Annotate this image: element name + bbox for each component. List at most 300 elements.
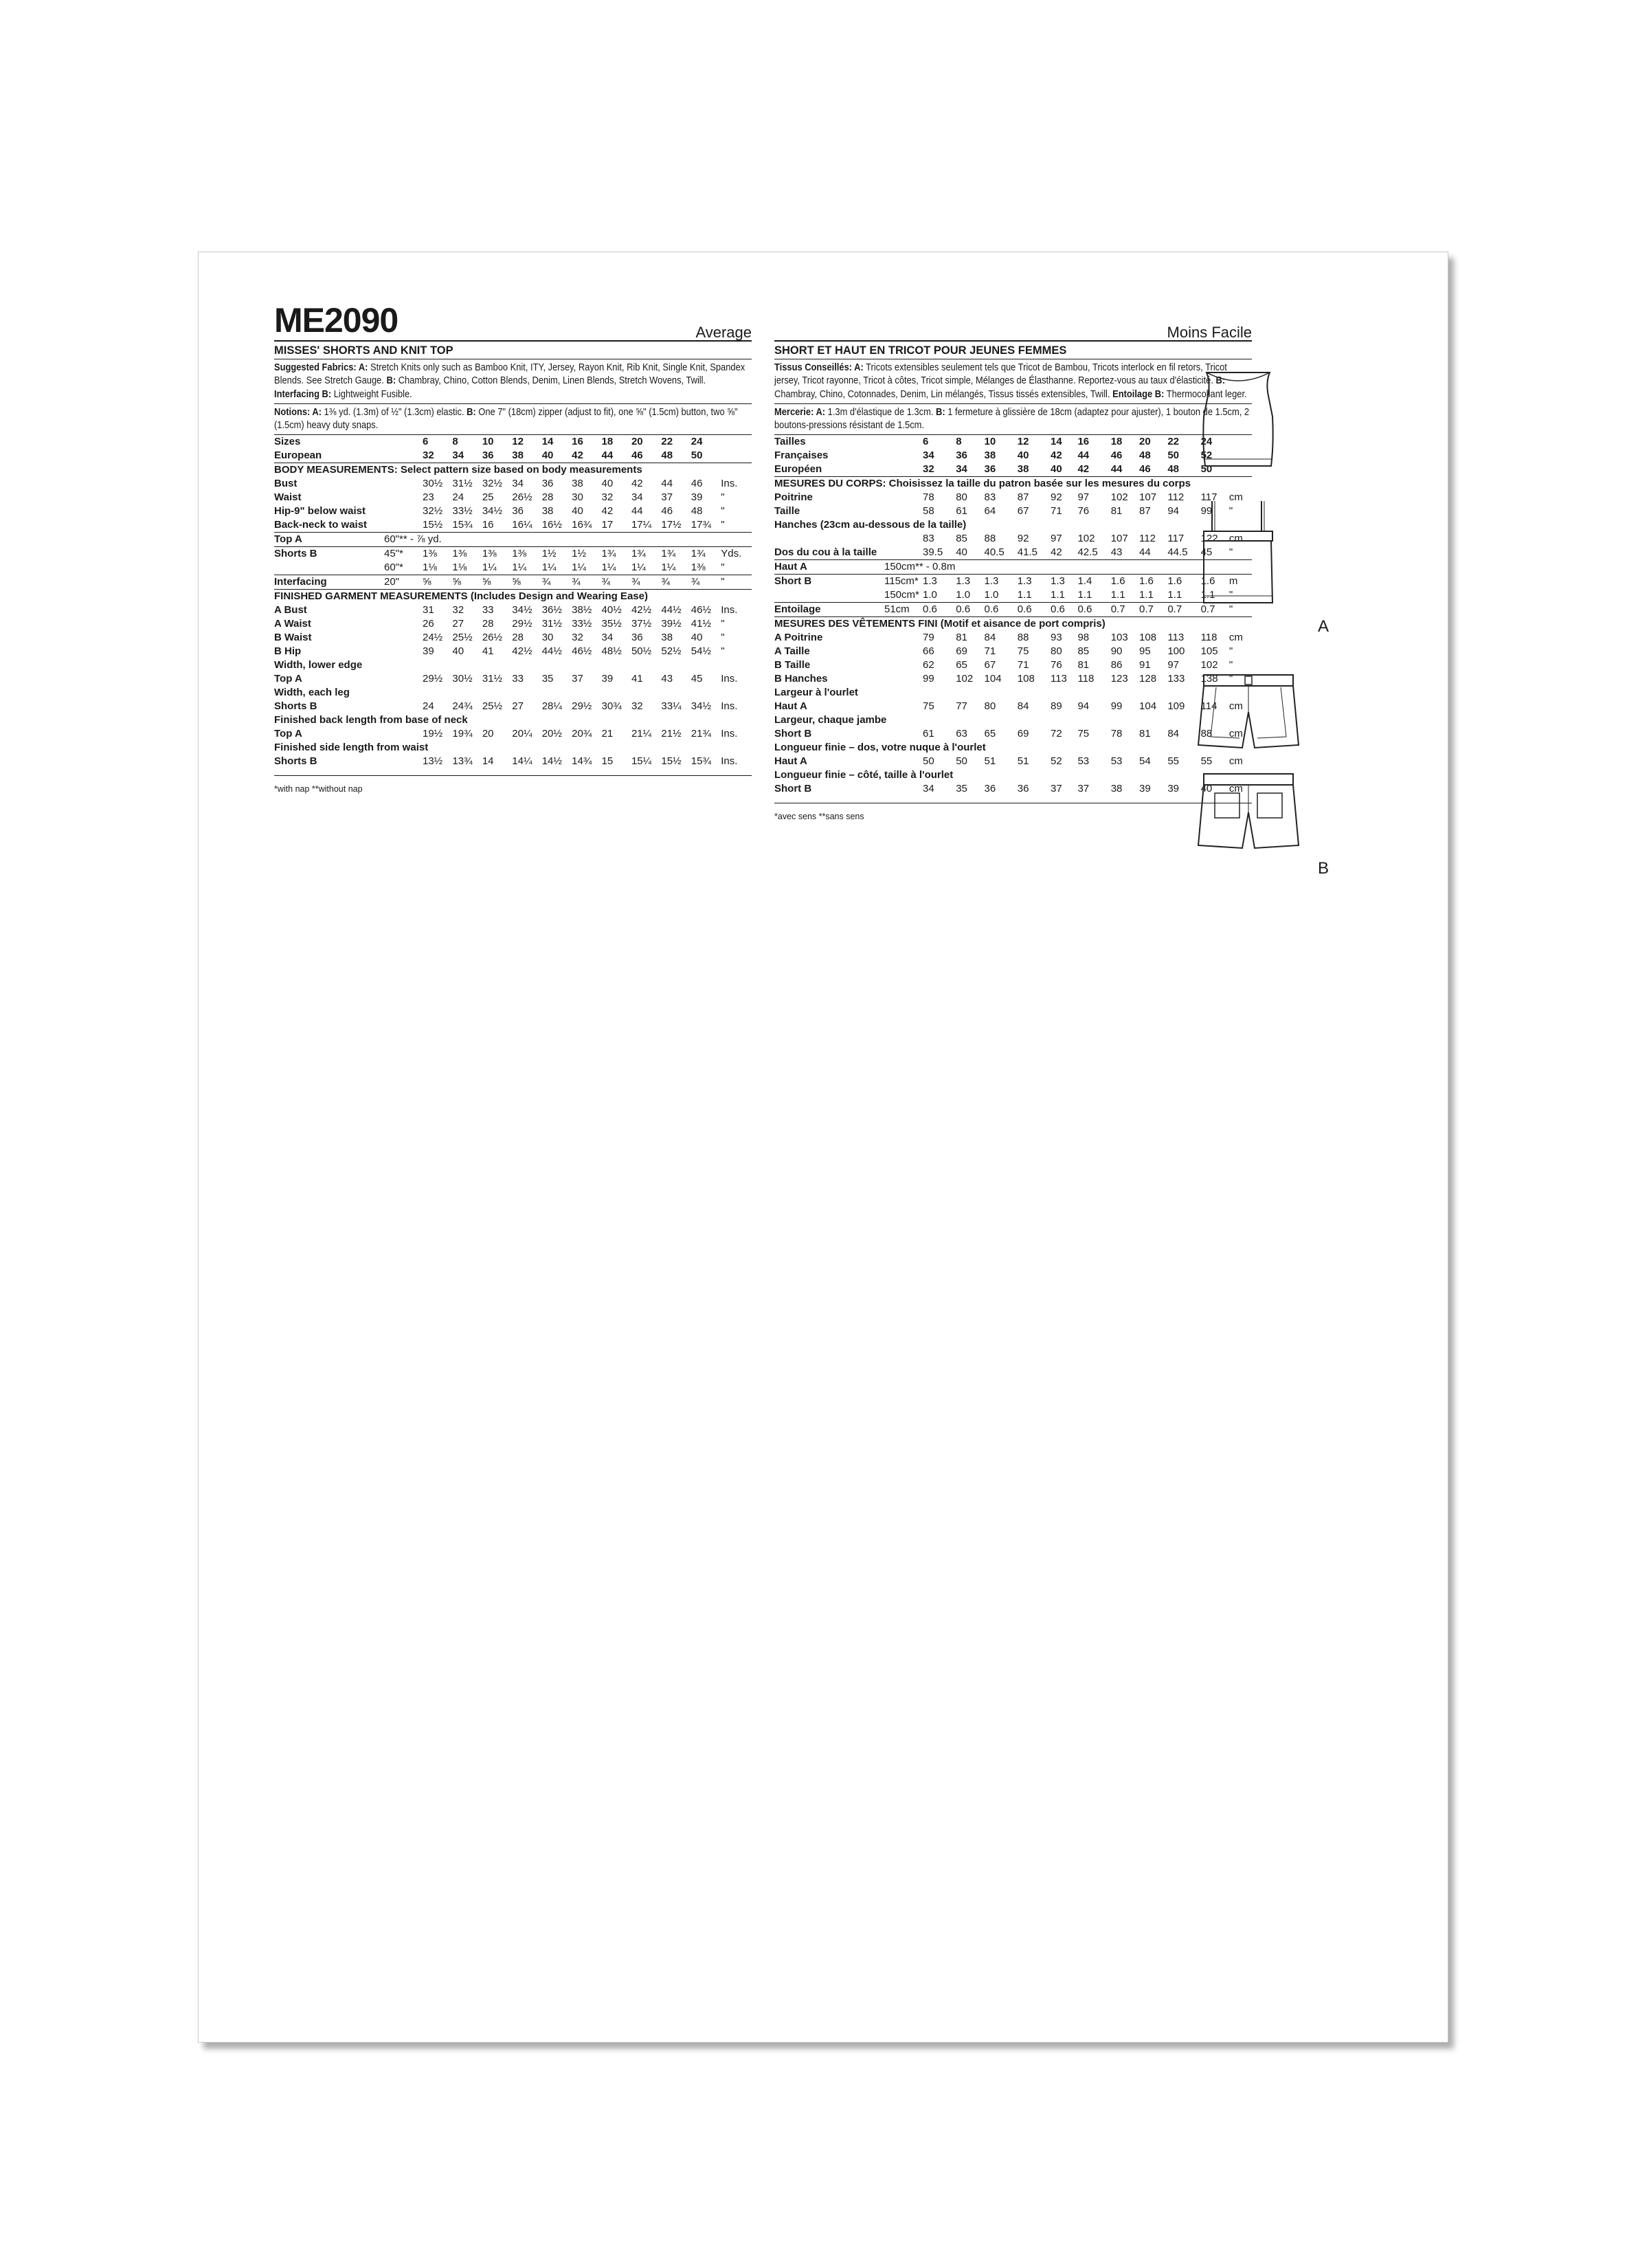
size-value: 42.5 [1077,546,1098,559]
size-value: 99 [923,673,934,685]
fabric-width: 115cm* [884,575,923,589]
size-value: 71 [1017,659,1029,671]
row-label: Top A [274,533,384,547]
size-value: 55 [1167,755,1180,768]
size-value: 117 [1200,491,1218,504]
size-value: 1¼ [541,562,557,574]
row-label: Waist [274,491,302,504]
size-value: 20 [482,728,494,740]
size-value: 16½ [541,519,562,531]
size-value: 33½ [572,618,592,630]
size-value: 0.6 [956,603,984,617]
size-value: 38 [512,449,524,462]
row-label [774,588,884,603]
row-label: A Bust [274,604,307,616]
table-row [774,546,1252,560]
size-value: 0.7 [1139,603,1167,617]
table-row [774,491,1252,504]
unit: " [1229,546,1233,559]
size-value: 28 [512,632,524,644]
size-value: 44 [1139,546,1151,559]
fabric-width: 51cm [884,603,923,617]
size-value: 31½ [482,673,503,685]
size-value: 38 [1110,783,1123,795]
unit: m [1229,575,1252,589]
size-value: 41½ [691,618,711,630]
size-value: 61 [956,505,967,518]
size-value: 31 [423,604,434,616]
table-row [774,449,1252,463]
fabric-width [384,435,423,449]
size-value: 1.6 [1111,575,1139,589]
footnote: *with nap **without nap [274,784,363,794]
row-label: B Waist [274,632,312,644]
size-value: 36 [541,478,554,490]
unit: " [1229,645,1233,658]
size-value: 1¼ [482,562,497,574]
size-value: 1⅛ [423,562,437,574]
size-value: 32½ [423,505,443,518]
size-value: 40.5 [984,546,1005,559]
size-value: 95 [1139,645,1151,658]
fabric-width [384,617,423,631]
size-value: 36 [984,463,996,476]
unit: " [721,491,725,504]
size-value: 91 [1139,659,1151,671]
size-value: 65 [984,728,996,740]
size-value: 138 [1200,673,1218,685]
row-label: Tailles [774,436,806,448]
size-value: 83 [923,533,934,545]
size-value: 1⅜ [423,547,452,562]
fabric-width [384,755,423,768]
size-value: 15¾ [452,519,473,531]
size-value: 38 [572,478,583,490]
size-value: 39 [1139,783,1151,795]
row-label: Bust [274,478,298,490]
size-value: 1.3 [985,575,1018,589]
size-value: 61 [923,728,934,740]
size-value: ¾ [631,575,661,590]
size-value: 44 [631,505,643,518]
size-value: 97 [1077,491,1090,504]
size-value: ¾ [572,575,601,590]
unit: Ins. [721,478,738,490]
size-value: 34 [923,449,934,462]
size-value: 10 [482,436,494,448]
size-value: 45 [1200,546,1213,559]
size-value: 133 [1167,673,1185,685]
row-label: Hip-9" below waist [274,505,366,518]
size-value: 46½ [691,604,711,616]
size-value: 30 [572,491,583,504]
size-value: 99 [1110,700,1123,713]
fabric-width [884,532,923,546]
size-value: 44½ [661,604,682,616]
size-value: 1¾ [661,547,691,562]
row-label: Taille [774,505,800,518]
yardage-note: 150cm** - 0.8m [884,560,1252,575]
table-row [274,533,752,547]
size-value: 18 [1110,436,1123,448]
size-value: 0.7 [1201,603,1229,617]
table-row [274,491,752,504]
table-row [774,504,1252,518]
size-value: 14 [1050,436,1062,448]
fabric-width [884,504,923,518]
size-value: 42 [631,478,643,490]
row-label: Haut A [774,755,807,768]
size-value: 17½ [661,519,682,531]
fabrics-text-fr: Tissus Conseillés: A: Tricots extensibles seulement tels que Tricot de Bambou, Tricots interlock en fil retors, Tricot jersey, Tricot rayonne, Tricot à côtes, Tricot simple, Mélanges de Élasthanne. Reportez-vous au taux d'élasticité. B: Chambray, Chino, Cotonnades, Denim, Lin mélangés, Tissus tissés extensibles, Twill. Entoilage B: Thermocollant leger. [774,362,1247,400]
fabric-width [884,782,923,796]
unit: cm [1229,533,1243,545]
size-value: 24 [423,700,434,713]
table-row [774,645,1252,658]
size-value: 40 [1050,463,1062,476]
size-value: 33¼ [661,700,682,713]
size-value: 36 [512,505,524,518]
table-row [274,561,752,575]
yardage-note: 60"** - ⅞ yd. [384,533,752,547]
english-column [274,302,752,794]
size-value: 88 [1017,632,1029,644]
size-value: 112 [1167,491,1185,504]
fabric-width [384,491,423,504]
size-value: 6 [923,436,929,448]
french-measurement-table [774,435,1252,796]
size-value: 76 [1077,505,1090,518]
size-value: 1.6 [1167,575,1200,589]
size-value: 21¾ [691,728,711,740]
table-row [774,700,1252,713]
size-value: 39 [601,673,614,685]
size-value: 13¾ [452,755,473,768]
table-row [274,700,752,713]
table-row [274,658,752,672]
size-value: 45 [691,673,703,685]
size-value: 44 [1110,463,1123,476]
size-value: 18 [601,436,614,448]
size-value: 41.5 [1017,546,1037,559]
fabric-width [384,727,423,741]
table-row [774,631,1252,645]
size-value: 52½ [661,645,682,658]
table-row [774,658,1252,672]
row-label: Top A [274,728,302,740]
unit: " [721,575,752,590]
size-value: 15½ [423,519,443,531]
size-value: 104 [1139,700,1157,713]
size-value: 39½ [661,618,682,630]
size-value: 80 [1050,645,1062,658]
table-row [774,741,1252,755]
row-label: Shorts B [274,755,317,768]
fabric-width [384,504,423,518]
fabric-width [884,672,923,686]
size-value: 34 [956,463,967,476]
unit: " [1229,589,1233,601]
size-value: 84 [1017,700,1029,713]
size-value: 81 [956,632,967,644]
size-value: 22 [1167,436,1180,448]
size-value: 48 [691,505,703,518]
size-value: 1.0 [923,589,937,601]
size-value: 38 [984,449,996,462]
table-row [774,768,1252,782]
size-value: 0.7 [1111,603,1139,617]
table-row [774,560,1252,575]
table-row [774,463,1252,477]
row-label: European [274,449,322,462]
size-value: 48½ [601,645,622,658]
size-value: 36 [1017,783,1029,795]
size-value: 48 [661,449,673,462]
size-value: 21 [601,728,614,740]
size-value: 34 [452,449,464,462]
table-row [774,435,1252,449]
size-value: 114 [1200,700,1218,713]
size-value: 1.1 [1017,589,1032,601]
size-value: 78 [923,491,934,504]
size-value: 75 [1077,728,1090,740]
size-value: 97 [1050,533,1062,545]
unit: Ins. [721,755,738,768]
size-value: 27 [452,618,464,630]
unit: cm [1229,491,1243,504]
size-value: 87 [1017,491,1029,504]
size-value: 1.0 [984,589,999,601]
size-value: 12 [512,436,524,448]
unit: " [1229,659,1233,671]
size-value: 1¼ [631,562,646,574]
size-value: 30¾ [601,700,622,713]
section-heading: Finished back length from base of neck [274,714,468,726]
size-value: 1⅜ [452,547,482,562]
shorts-front-icon [1197,671,1300,753]
size-value: 0.6 [1077,603,1110,617]
english-measurement-table [274,435,752,768]
size-value: 34½ [512,604,532,616]
table-row [274,435,752,449]
section-heading: Longueur finie – côté, taille à l'ourlet [774,769,954,781]
size-value: 32 [572,632,583,644]
size-value: 21¼ [631,728,652,740]
size-value: 28¼ [541,700,562,713]
size-value: 88 [1200,728,1213,740]
size-value: 29½ [512,618,532,630]
size-value: 1⅜ [482,547,512,562]
size-value: 72 [1050,728,1062,740]
size-value: 78 [1110,728,1123,740]
size-value: ⅝ [423,575,452,590]
table-row [274,477,752,491]
size-value: 10 [984,436,996,448]
size-value: 35½ [601,618,622,630]
view-a-label: A [1318,617,1330,636]
size-value: 14 [541,436,554,448]
pattern-number: ME2090 [274,301,399,340]
size-value: 40 [601,478,614,490]
row-label: Short B [774,575,884,589]
size-value: 62 [923,659,934,671]
size-value: 71 [1050,505,1062,518]
size-value: 14 [482,755,494,768]
size-value: 19¾ [452,728,473,740]
fabric-width [384,449,423,463]
size-value: 32½ [482,478,503,490]
size-value: 14¾ [572,755,592,768]
row-label: Shorts B [274,547,384,562]
size-value: 32 [423,449,434,462]
size-value: 37 [572,673,583,685]
size-value: 53 [1077,755,1090,768]
size-value: 37 [1077,783,1090,795]
size-value: 53 [1110,755,1123,768]
table-row [274,504,752,518]
table-row [774,617,1252,632]
size-value: 66 [923,645,934,658]
size-value: 22 [661,436,673,448]
fabric-width [384,477,423,491]
row-label: Shorts B [274,700,317,713]
size-value: 24 [1200,436,1213,448]
row-label: Interfacing [274,575,384,590]
unit: " [721,562,725,574]
size-value: 26½ [482,632,503,644]
table-row [274,603,752,617]
size-value: 25 [482,491,494,504]
size-value: 48 [1167,463,1180,476]
unit: " [721,645,725,658]
size-value: 1.3 [956,575,984,589]
size-value: 1.3 [923,575,956,589]
size-value: 16 [572,436,583,448]
size-value: 90 [1110,645,1123,658]
pattern-title-fr: SHORT ET HAUT EN TRICOT POUR JEUNES FEMMES [774,344,1067,357]
size-value: 20 [1139,436,1151,448]
size-value: 46 [631,449,643,462]
table-row [274,755,752,768]
size-value: 6 [423,436,429,448]
size-value: 42½ [631,604,652,616]
size-value: 20¾ [572,728,592,740]
row-label: Sizes [274,436,301,448]
size-value: 94 [1077,700,1090,713]
size-value: 25½ [482,700,503,713]
fabric-width [884,491,923,504]
notions-text-fr: Mercerie: A: 1.3m d'élastique de 1.3cm. B: 1 fermeture à glissière de 18cm (adaptez pour ajuster), 1 bouton de 1.5cm, 2 boutons-pressions résistant de 1.5cm. [774,405,1250,432]
table-row [774,477,1252,491]
size-value: 39 [1167,783,1180,795]
size-value: 21½ [661,728,682,740]
size-value: 17¾ [691,519,711,531]
size-value: 85 [1077,645,1090,658]
size-value: 84 [1167,728,1180,740]
section-heading: Longueur finie – dos, votre nuque à l'ourlet [774,742,986,754]
unit [721,449,752,463]
fabric-width [384,645,423,658]
size-value: 20¼ [512,728,532,740]
fabric-width [384,700,423,713]
size-value: 107 [1139,491,1157,504]
size-value: 40 [1017,449,1029,462]
size-value: 83 [984,491,996,504]
size-value: 44½ [541,645,562,658]
table-row [774,575,1252,589]
size-value: 50 [691,449,703,462]
size-value: 16 [482,519,494,531]
size-value: ⅝ [482,575,512,590]
size-value: 51 [1017,755,1029,768]
size-value: 41 [631,673,643,685]
size-value: 15½ [661,755,682,768]
unit: " [721,505,725,518]
size-value: 24 [691,436,703,448]
fabric-width [884,658,923,672]
size-value: 42½ [512,645,532,658]
unit: cm [1229,783,1243,795]
fabrics-text: Suggested Fabrics: A: Stretch Knits only such as Bamboo Knit, ITY, Jersey, Rayon Knit, Rib Knit, Single Knit, Spandex Blends. See Stretch Gauge. B: Chambray, Chino, Cotton Blends, Denim, Linen Blends, Stretch Wovens, Twill. Interfacing B: Lightweight Fusible. [274,362,745,400]
unit: " [1229,673,1233,685]
size-value: 13½ [423,755,443,768]
size-value: 1.4 [1077,575,1110,589]
size-value: 34½ [482,505,503,518]
size-value: 1.6 [1201,575,1229,589]
unit: Ins. [721,700,738,713]
size-value: 1.1 [1167,589,1182,601]
table-row [774,686,1252,700]
fabric-width: 150cm* [884,589,919,601]
fabric-width: 45"* [384,547,423,562]
size-value: 42 [1050,449,1062,462]
size-value: 17¼ [631,519,652,531]
table-row [774,727,1252,741]
size-value: 32 [601,491,614,504]
table-row [274,727,752,741]
row-label: Short B [774,728,812,740]
size-value: 44 [1077,449,1090,462]
size-value: 0.7 [1167,603,1200,617]
section-heading: Width, each leg [274,687,350,699]
row-label: Short B [774,783,812,795]
size-value: 36½ [541,604,562,616]
size-value: 86 [1110,659,1123,671]
size-value: 34 [923,783,934,795]
size-value: 40 [541,449,554,462]
size-value: 38 [661,632,673,644]
size-value: 40 [1200,783,1213,795]
size-value: 108 [1139,632,1157,644]
size-value: 123 [1110,673,1128,685]
size-value: 46 [661,505,673,518]
table-row [774,588,1252,603]
french-column [774,302,1252,821]
size-value: 93 [1050,632,1062,644]
size-value: 38 [1017,463,1029,476]
size-value: 40 [691,632,703,644]
size-value: 43 [1110,546,1123,559]
size-value: 32 [923,463,934,476]
size-value: 85 [956,533,967,545]
size-value: 75 [923,700,934,713]
size-value: 28 [482,618,494,630]
size-value: 100 [1167,645,1185,658]
size-value: 35 [541,673,554,685]
size-value: 8 [956,436,962,448]
size-value: 1.1 [1200,589,1215,601]
size-value: 30 [541,632,554,644]
